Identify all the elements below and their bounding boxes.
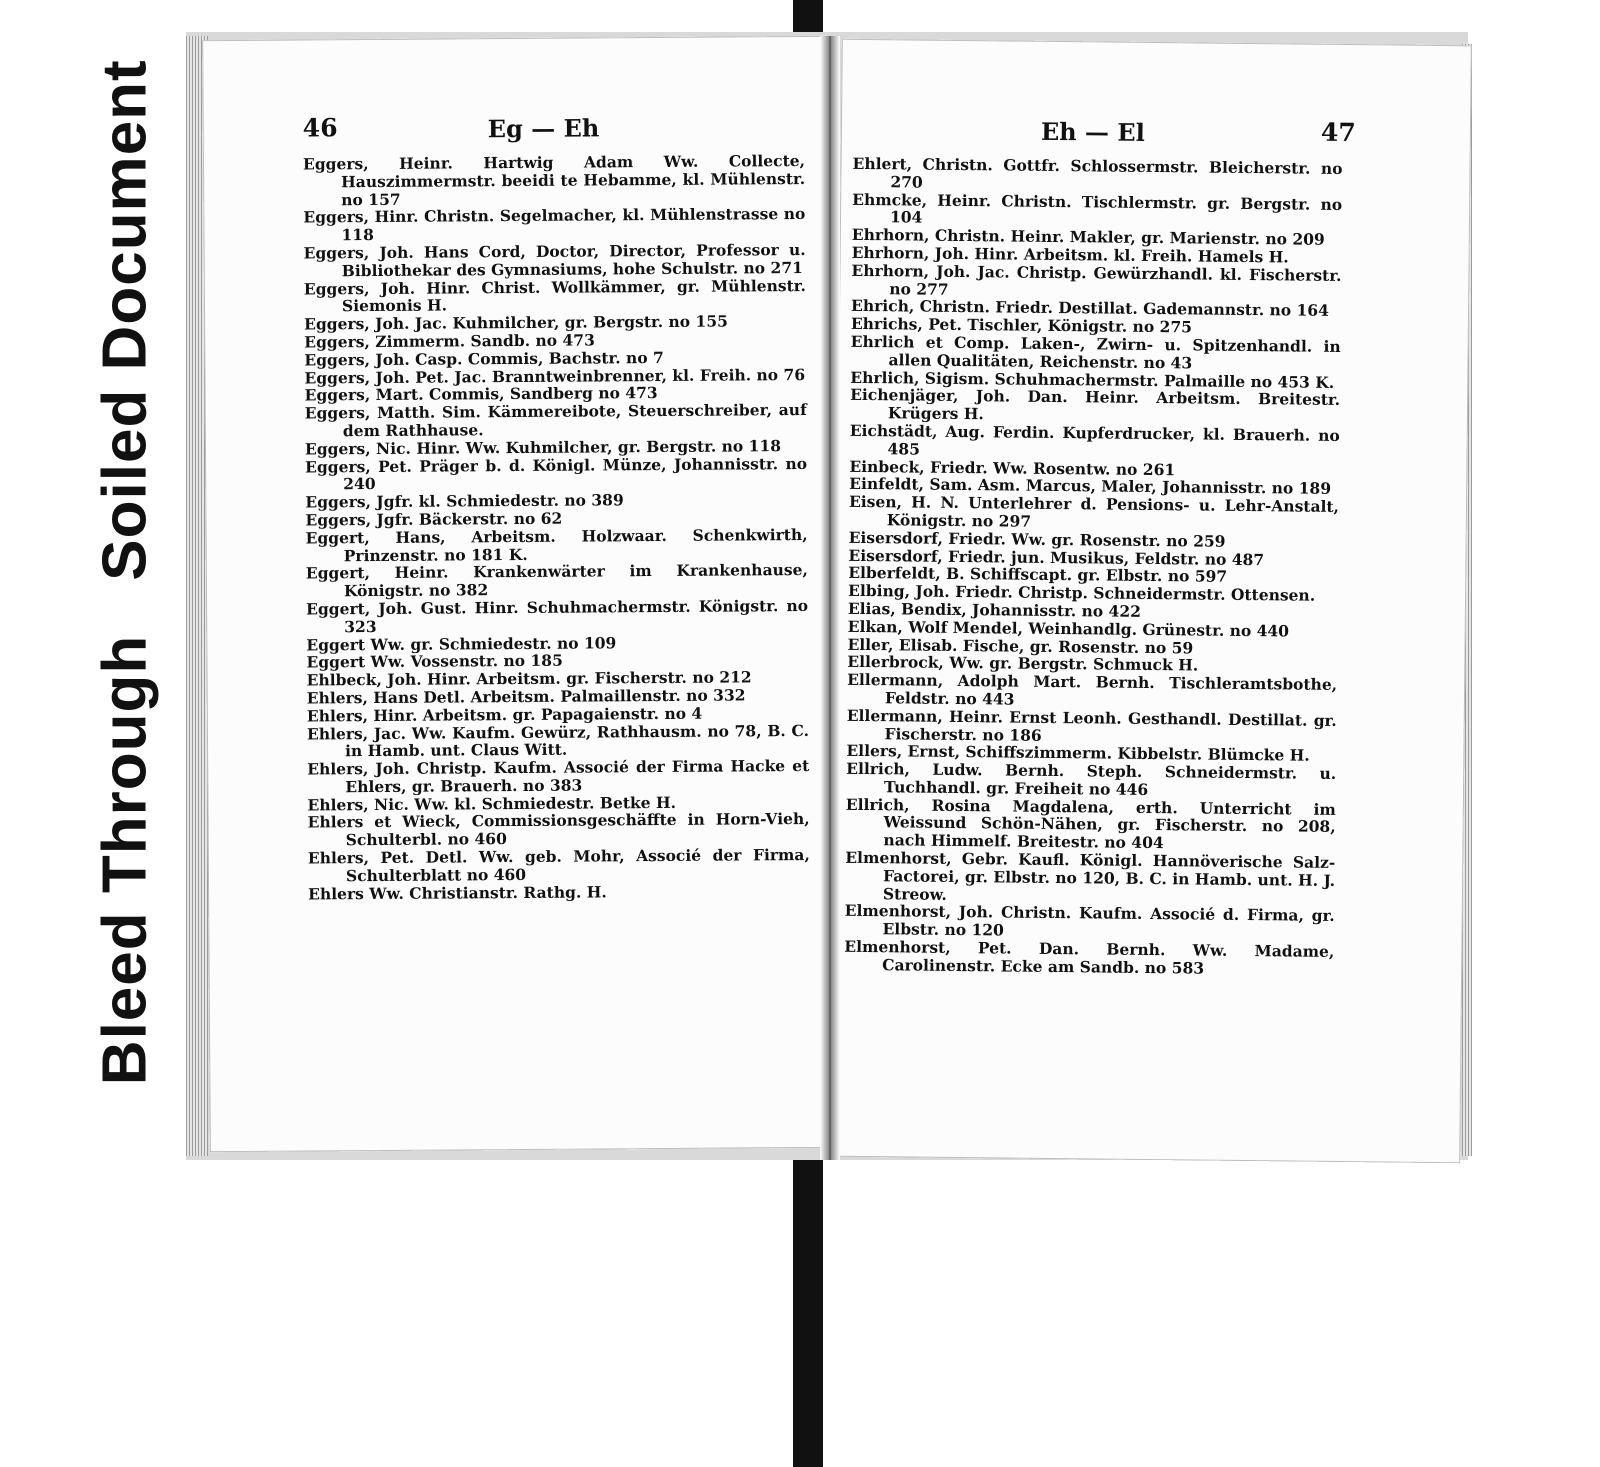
directory-entry: Ehrich, Christn. Friedr. Destillat. Gademannstr. no 164 [850,296,1330,321]
directory-entry: Ehrhorn, Christn. Heinr. Makler, gr. Marienstr. no 209 [851,225,1325,249]
directory-entry: Eichstädt, Aug. Ferdin. Kupferdrucker, kl. Brauerh. no 485 [849,420,1340,459]
directory-entry: Ehlers Ww. Christianstr. Rathg. H. [308,882,607,904]
directory-entry: Einbeck, Friedr. Ww. Rosentw. no 261 [849,456,1176,479]
directory-entry: Eggert Ww. Vossenstr. no 185 [306,651,563,672]
directory-entry: Ehmcke, Heinr. Christn. Tischlermstr. gr. Bergstr. no 104 [852,189,1343,227]
directory-entry: Eggers, Pet. Präger b. d. Königl. Münze, Johannisstr. no 240 [305,453,808,494]
spine-tape-bottom [793,1154,823,1467]
directory-entry: Eichenjäger, Joh. Dan. Heinr. Arbeitsm. Breitestr. Krügers H. [850,385,1341,424]
directory-entry: Ellermann, Heinr. Ernst Leonh. Gesthandl. Destillat. gr. Fischerstr. no 186 [846,705,1337,745]
directory-entry: Eggers, Joh. Hans Cord, Doctor, Director, Professor u. Bibliothekar des Gymnasiums, hohe Schulstr. no 271 [303,239,806,281]
directory-entry: Eggert Ww. gr. Schmiedestr. no 109 [306,632,617,654]
directory-entry: Eggers, Joh. Casp. Commis, Bachstr. no 7 [304,347,664,370]
directory-entry: Ehlbeck, Joh. Hinr. Arbeitsm. gr. Fischerstr. no 212 [306,667,752,690]
directory-entry: Ehlers, Joh. Christp. Kaufm. Associé der Firma Hacke et Ehlers, gr. Brauerh. no 383 [307,756,810,797]
side-labels-lower [80,620,170,1100]
directory-entry: Ellrich, Ludw. Bernh. Steph. Schneidermstr. u. Tuchhandl. gr. Freiheit no 446 [846,758,1337,799]
directory-entry: Eggers, Zimmerm. Sandb. no 473 [304,330,595,352]
right-page [830,39,1472,1164]
right-page-number: 47 [1320,117,1356,148]
directory-entry: Ehlers, Hans Detl. Arbeitsm. Palmaillenstr. no 332 [306,685,746,708]
directory-entry: Ehrichs, Pet. Tischler, Königstr. no 275 [850,314,1193,337]
directory-entry: Eller, Elisab. Fische, gr. Rosenstr. no 59 [847,634,1194,657]
soiled-document-label: Soiled Document [90,59,160,581]
directory-entry: Eggers, Joh. Pet. Jac. Branntweinbrenner, kl. Freih. no 76 [304,364,806,388]
directory-entry: Eggers, Jgfr. Bäckerstr. no 62 [305,508,563,530]
directory-entry: Elmenhorst, Pet. Dan. Bernh. Ww. Madame, Carolinenstr. Ecke am Sandb. no 583 [844,936,1335,978]
directory-entry: Elmenhorst, Gebr. Kaufl. Königl. Hannöverische Salz-Factorei, gr. Elbstr. no 120, B. C. in Hamb. unt. H. J. Streow. [845,847,1336,904]
directory-entry: Eggers, Nic. Hinr. Ww. Kuhmilcher, gr. Bergstr. no 118 [304,435,782,459]
directory-entry: Elias, Bendix, Johannisstr. no 422 [847,598,1142,621]
directory-entry: Ellerbrock, Ww. gr. Bergstr. Schmuck H. [847,652,1199,675]
book-gutter [820,36,840,1160]
left-page-header [203,110,827,150]
directory-entry: Eggers, Joh. Hinr. Christ. Wollkämmer, gr. Mühlenstr. Siemonis H. [303,275,806,316]
directory-entry: Ehrhorn, Joh. Hinr. Arbeitsm. kl. Freih. Hamels H. [851,242,1289,267]
directory-entry: Ehlers, Nic. Ww. kl. Schmiedestr. Betke H. [307,792,677,815]
directory-entry: Eggers, Heinr. Hartwig Adam Ww. Collecte, Hauszimmermstr. beeidi te Hebamme, kl. Mühlenstr. no 157 [302,150,806,209]
directory-entry: Eggert, Heinr. Krankenwärter im Krankenhause, Königstr. no 382 [305,560,808,601]
left-page-number: 46 [302,113,338,143]
directory-entry: Elbing, Joh. Friedr. Christp. Schneidermstr. Ottensen. [847,580,1316,605]
bleed-through-label: Bleed Through [90,634,160,1086]
directory-entry: Ehrlich et Comp. Laken-, Zwirn- u. Spitzenhandl. in allen Qualitäten, Reichenstr. no 43 [850,331,1341,373]
directory-entry: Eggert, Joh. Gust. Hinr. Schuhmachermstr. Königstr. no 323 [306,595,809,636]
side-labels [80,40,170,600]
directory-entry: Eisersdorf, Friedr. Ww. gr. Rosenstr. no 259 [848,527,1226,551]
directory-entry: Ehlers et Wieck, Commissionsgeschäffte in Horn-Vieh, Schulterbl. no 460 [307,809,810,850]
directory-entry: Eisersdorf, Friedr. jun. Musikus, Feldstr. no 487 [848,545,1265,569]
directory-entry: Eggers, Hinr. Christn. Segelmacher, kl. Mühlenstrasse no 118 [303,204,806,245]
right-page-header-letters: Eh — El [1040,116,1145,147]
left-page [202,36,834,1152]
directory-entry: Ehrlich, Sigism. Schuhmachermstr. Palmaille no 453 K. [850,367,1335,392]
directory-entry: Eisen, H. N. Unterlehrer d. Pensions- u. Lehr-Anstalt, Königstr. no 297 [848,491,1340,531]
directory-entry: Eggers, Jgfr. kl. Schmiedestr. no 389 [305,490,624,512]
left-page-header-letters: Eg — Eh [487,113,600,144]
directory-entry: Einfeldt, Sam. Asm. Marcus, Maler, Johannisstr. no 189 [849,474,1332,499]
directory-entry: Ellermann, Adolph Mart. Bernh. Tischleramtsbothe, Feldstr. no 443 [847,669,1338,709]
directory-entry: Ellers, Ernst, Schiffszimmerm. Kibbelstr. Blümcke H. [846,741,1310,765]
directory-entry: Elkan, Wolf Mendel, Weinhandlg. Grünestr. no 440 [847,616,1290,641]
directory-entry: Eggert, Hans, Arbeitsm. Holzwaar. Schenkwirth, Prinzenstr. no 181 K. [305,524,808,565]
directory-entry: Ehlers, Hinr. Arbeitsm. gr. Papagaienstr. no 4 [306,703,703,726]
left-entry-list [303,152,810,903]
directory-entry: Eggers, Joh. Jac. Kuhmilcher, gr. Bergstr. no 155 [304,311,728,334]
directory-entry: Elberfeldt, B. Schiffscapt. gr. Elbstr. no 597 [848,563,1228,587]
directory-entry: Ehlert, Christn. Gottfr. Schlossermstr. Bleicherstr. no 270 [852,153,1343,192]
directory-entry: Ehlers, Jac. Ww. Kaufm. Gewürz, Rathhausm. no 78, B. C. in Hamb. unt. Claus Witt. [306,720,810,761]
right-page-header [841,113,1471,156]
directory-entry: Elmenhorst, Joh. Christn. Kaufm. Associé d. Firma, gr. Elbstr. no 120 [844,901,1335,940]
directory-entry: Eggers, Mart. Commis, Sandberg no 473 [304,383,658,405]
directory-entry: Ellrich, Rosina Magdalena, erth. Unterricht im Weissund Schön-Nähen, gr. Fischerstr. no 208, nach Himmelf. Breitestr. no 404 [845,794,1336,853]
directory-entry: Ehrhorn, Joh. Jac. Christp. Gewürzhandl. kl. Fischerstr. no 277 [851,260,1342,299]
right-entry-list [844,155,1343,979]
directory-entry: Ehlers, Pet. Detl. Ww. geb. Mohr, Associé der Firma, Schulterblatt no 460 [307,845,810,886]
directory-entry: Eggers, Matth. Sim. Kämmereibote, Steuerschreiber, auf dem Rathhause. [304,400,807,441]
